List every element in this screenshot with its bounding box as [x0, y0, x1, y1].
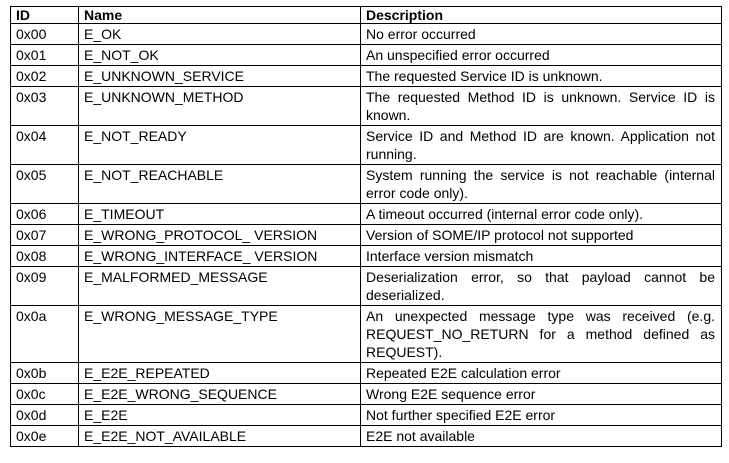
cell-name: E_E2E: [79, 405, 361, 426]
cell-id: 0x0c: [11, 384, 79, 405]
table-row: [11, 306, 722, 363]
table-row: [11, 24, 722, 45]
cell-id: 0x02: [11, 66, 79, 87]
table-row: [11, 87, 722, 126]
page-cutoff: [0, 459, 729, 463]
header-id: ID: [11, 7, 79, 24]
header-description: Description: [361, 7, 722, 24]
cell-name: E_TIMEOUT: [79, 204, 361, 225]
header-name: Name: [79, 7, 361, 24]
cell-name: E_UNKNOWN_METHOD: [79, 87, 361, 126]
error-code-table: [10, 6, 722, 447]
cell-id: 0x0d: [11, 405, 79, 426]
table-row: [11, 384, 722, 405]
cell-id: 0x05: [11, 165, 79, 204]
cell-description: No error occurred: [361, 24, 722, 45]
cell-name: E_WRONG_MESSAGE_TYPE: [79, 306, 361, 363]
cell-id: 0x09: [11, 267, 79, 306]
cell-description: The requested Service ID is unknown.: [361, 66, 722, 87]
cell-name: E_WRONG_PROTOCOL_ VERSION: [79, 225, 361, 246]
cell-description: Interface version mismatch: [361, 246, 722, 267]
table-row: [11, 267, 722, 306]
cell-description: Service ID and Method ID are known. Application not running.: [361, 126, 722, 165]
cell-description: E2E not available: [361, 426, 722, 447]
table-row: [11, 126, 722, 165]
table-row: [11, 204, 722, 225]
table-row: [11, 246, 722, 267]
table-row: [11, 66, 722, 87]
table-body: [11, 24, 722, 447]
cell-id: 0x01: [11, 45, 79, 66]
cell-description: Repeated E2E calculation error: [361, 363, 722, 384]
cell-description: Wrong E2E sequence error: [361, 384, 722, 405]
cell-description: Version of SOME/IP protocol not supported: [361, 225, 722, 246]
cell-name: E_E2E_REPEATED: [79, 363, 361, 384]
cell-description: System running the service is not reachable (internal error code only).: [361, 165, 722, 204]
table-header-row: [11, 7, 722, 24]
cell-description: A timeout occurred (internal error code only).: [361, 204, 722, 225]
cell-description: An unexpected message type was received (e.g. REQUEST_NO_RETURN for a method defined as REQUEST).: [361, 306, 722, 363]
cell-id: 0x08: [11, 246, 79, 267]
table-row: [11, 426, 722, 447]
table-row: [11, 45, 722, 66]
table-row: [11, 363, 722, 384]
cell-name: E_E2E_NOT_AVAILABLE: [79, 426, 361, 447]
cell-name: E_E2E_WRONG_SEQUENCE: [79, 384, 361, 405]
cell-description: An unspecified error occurred: [361, 45, 722, 66]
cell-description: Not further specified E2E error: [361, 405, 722, 426]
cell-name: E_NOT_READY: [79, 126, 361, 165]
cell-description: The requested Method ID is unknown. Service ID is known.: [361, 87, 722, 126]
cell-id: 0x03: [11, 87, 79, 126]
cell-id: 0x04: [11, 126, 79, 165]
table-row: [11, 225, 722, 246]
cell-name: E_NOT_REACHABLE: [79, 165, 361, 204]
cell-description: Deserialization error, so that payload cannot be deserialized.: [361, 267, 722, 306]
cell-name: E_UNKNOWN_SERVICE: [79, 66, 361, 87]
cell-name: E_WRONG_INTERFACE_ VERSION: [79, 246, 361, 267]
cell-id: 0x00: [11, 24, 79, 45]
cell-id: 0x0e: [11, 426, 79, 447]
cell-id: 0x0a: [11, 306, 79, 363]
cell-name: E_OK: [79, 24, 361, 45]
cell-name: E_NOT_OK: [79, 45, 361, 66]
cell-id: 0x0b: [11, 363, 79, 384]
cell-id: 0x07: [11, 225, 79, 246]
table-row: [11, 405, 722, 426]
cell-name: E_MALFORMED_MESSAGE: [79, 267, 361, 306]
cell-id: 0x06: [11, 204, 79, 225]
table-row: [11, 165, 722, 204]
